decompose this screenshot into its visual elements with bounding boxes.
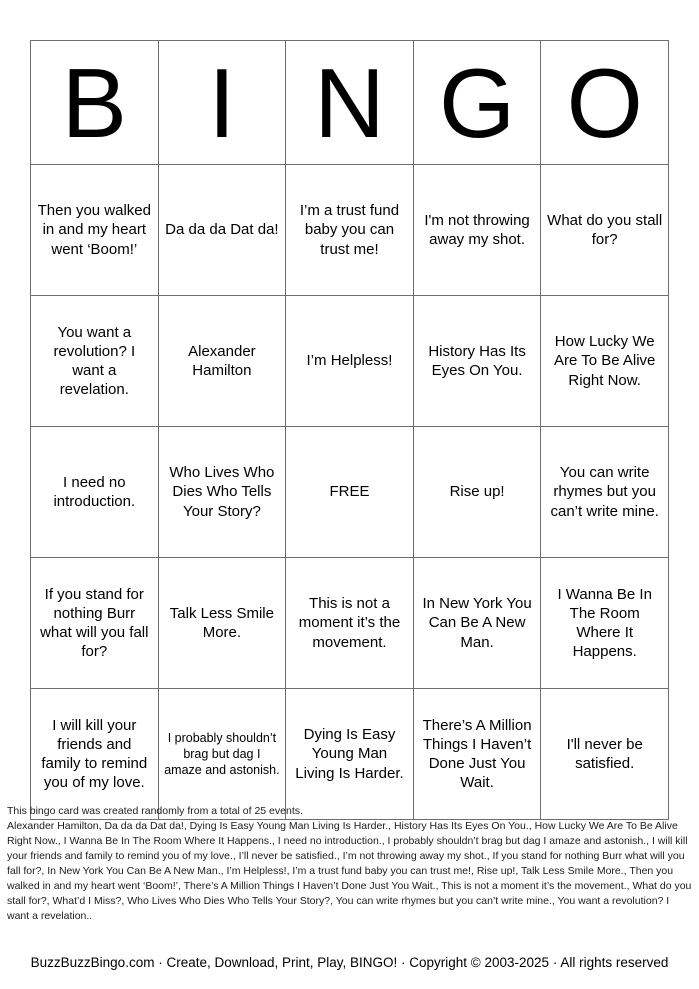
header-letter-g: G <box>413 41 541 165</box>
bingo-cell[interactable]: Dying Is Easy Young Man Living Is Harder. <box>286 689 414 820</box>
bingo-cell[interactable]: I’m Helpless! <box>286 296 414 427</box>
header-letter-n: N <box>286 41 414 165</box>
bingo-cell[interactable]: I will kill your friends and family to remind you of my love. <box>31 689 159 820</box>
bingo-cell[interactable]: I'll never be satisfied. <box>541 689 669 820</box>
bingo-cell[interactable]: There’s A Million Things I Haven’t Done Just You Wait. <box>413 689 541 820</box>
bingo-cell[interactable]: I need no introduction. <box>31 427 159 558</box>
header-letter-b: B <box>31 41 159 165</box>
bingo-cell[interactable]: This is not a moment it’s the movement. <box>286 558 414 689</box>
bingo-cell[interactable]: I Wanna Be In The Room Where It Happens. <box>541 558 669 689</box>
bingo-cell[interactable]: In New York You Can Be A New Man. <box>413 558 541 689</box>
bingo-cell[interactable]: History Has Its Eyes On You. <box>413 296 541 427</box>
card-row-4 <box>31 558 669 689</box>
card-row-1 <box>31 165 669 296</box>
bingo-cell[interactable]: If you stand for nothing Burr what will you fall for? <box>31 558 159 689</box>
bingo-card-table <box>30 40 669 820</box>
bingo-cell[interactable]: Da da da Dat da! <box>158 165 286 296</box>
note-summary: This bingo card was created randomly from a total of 25 events. <box>7 805 303 817</box>
bingo-cell[interactable]: What do you stall for? <box>541 165 669 296</box>
header-letter-o: O <box>541 41 669 165</box>
footer-text: BuzzBuzzBingo.com · Create, Download, Print, Play, BINGO! · Copyright © 2003-2025 · All rights reserved <box>30 955 669 970</box>
bingo-cell[interactable]: How Lucky We Are To Be Alive Right Now. <box>541 296 669 427</box>
bingo-cell[interactable]: Who Lives Who Dies Who Tells Your Story? <box>158 427 286 558</box>
bingo-cell[interactable]: Talk Less Smile More. <box>158 558 286 689</box>
note-events-list: Alexander Hamilton, Da da da Dat da!, Dying Is Easy Young Man Living Is Harder., History Has Its Eyes On You., How Lucky We Are To Be Alive Right Now., I Wanna Be In The Room Where It Happens., I need no introduction., I probably shouldn’t brag but dag I amaze and astonish., I will kill your friends and family to remind you of my love., I’ll never be satisfied., I’m not throwing away my shot., If you stand for nothing Burr what will you fall for?, In New York You Can Be A New Man., I’m Helpless!, I’m a trust fund baby you can trust me!, Rise up!, Talk Less Smile More., Then you walked in and my heart went ‘Boom!’, There’s A Million Things I Haven’t Done Just You Wait., This is not a moment it’s the movement., What do you stall for?, What’d I Miss?, Who Lives Who Dies Who Tells Your Story?, You can write rhymes but you can’t write mine., You want a revolution? I want a revelation.. <box>7 820 692 922</box>
bingo-cell[interactable]: I'm not throwing away my shot. <box>413 165 541 296</box>
card-row-5 <box>31 689 669 820</box>
header-letter-i: I <box>158 41 286 165</box>
bingo-cell[interactable]: Rise up! <box>413 427 541 558</box>
bingo-header-row <box>31 41 669 165</box>
bingo-cell[interactable]: You can write rhymes but you can’t write mine. <box>541 427 669 558</box>
bingo-cell[interactable]: Then you walked in and my heart went ‘Boom!’ <box>31 165 159 296</box>
bingo-cell[interactable]: I probably shouldn’t brag but dag I amaze and astonish. <box>158 689 286 820</box>
card-row-3 <box>31 427 669 558</box>
free-cell[interactable]: FREE <box>286 427 414 558</box>
bingo-cell[interactable]: I’m a trust fund baby you can trust me! <box>286 165 414 296</box>
card-note <box>7 804 693 924</box>
bingo-cell[interactable]: You want a revolution? I want a revelation. <box>31 296 159 427</box>
site-footer <box>0 955 699 970</box>
card-row-2 <box>31 296 669 427</box>
bingo-cell[interactable]: Alexander Hamilton <box>158 296 286 427</box>
